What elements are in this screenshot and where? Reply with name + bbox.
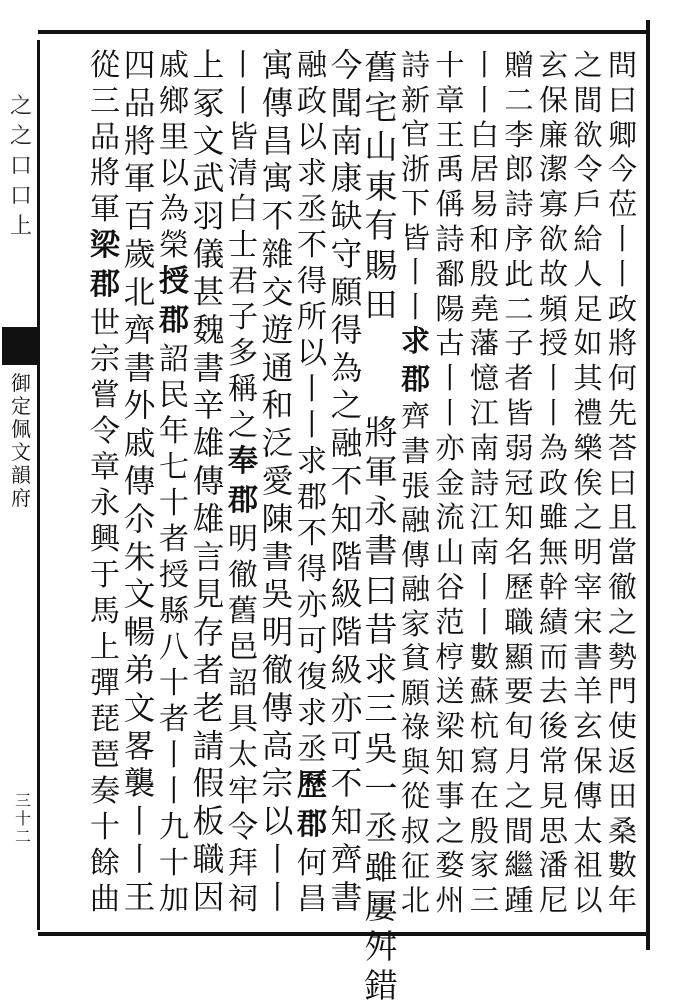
page-number: 三 十 二 <box>14 791 31 846</box>
column-text: 今 聞 南 康 缺 守 願 得 為 之 融 不 知 階 級 階 級 亦 可 不 知 <box>330 48 363 841</box>
column-text: 齊 書 <box>330 842 363 916</box>
column-text: 上 冢 文 武 羽 儀 甚 <box>192 48 225 311</box>
column-text: 問 曰 卿 今 莅 丨 丨 政 將 何 先 荅 曰 且 當 徹 之 勢 門 使 返 田 桑 數 年 <box>607 48 638 918</box>
column-text: 從 三 品 將 軍 <box>89 48 121 227</box>
column-text: 舊 宅 山 東 有 賜 田 <box>364 48 398 325</box>
column-text: 丨 丨 白 居 易 和 殷 堯 藩 憶 江 南 詩 江 南 丨 丨 數 蘇 杭 寫 在 殷 家 三 <box>469 48 500 918</box>
column-text: 之 間 欲 令 戶 給 人 足 如 其 禮 樂 俟 之 明 宰 宋 書 羊 玄 保 傳 太 祖 以 <box>573 48 603 918</box>
column-text: 十 章 王 禹 偁 詩 鄱 陽 古 丨 丨 亦 金 流 山 谷 范 梈 送 梁 知 事 之 婺 州 <box>435 48 465 918</box>
column-text: 詩 新 官 浙 下 皆 丨 丨 <box>400 48 430 324</box>
column-text: 四 品 將 軍 百 歲 <box>123 48 156 274</box>
entry-heading: 授 郡 <box>158 263 190 338</box>
column-text: 將 軍 永 書 曰 昔 求 三 吳 一 丞 雖 屢 舛 錯 <box>364 412 398 1006</box>
frame-right-border <box>646 20 650 950</box>
column-text: 融 政 以 求 丞 不 得 所 以 丨 丨 求 郡 不 得 亦 可 復 求 丞 <box>296 48 328 767</box>
entry-heading: 梁 郡 <box>89 227 121 303</box>
column-text: 齊 書 張 融 傳 融 家 貧 願 祿 與 從 叔 征 北 <box>400 399 430 918</box>
fishtail-mark <box>2 327 38 365</box>
margin-strip <box>0 40 40 930</box>
column-text: 戚 鄉 里 以 為 榮 <box>158 48 190 263</box>
column-text: 詔 民 年 七 十 者 授 縣 八 十 者 丨 丨 九 十 加 <box>158 342 190 917</box>
text-column-16 <box>82 48 128 918</box>
entry-heading: 求 郡 <box>400 324 430 396</box>
column-text: 魏 書 辛 雄 傳 雄 言 見 存 者 老 請 假 板 職 因 <box>192 312 225 916</box>
column-text: 寓 傳 昌 寓 不 雜 交 遊 通 和 泛 愛 <box>261 48 294 500</box>
text-body <box>58 48 640 1006</box>
column-text: 世 宗 嘗 令 章 永 興 于 馬 上 彈 琵 琶 奏 十 餘 曲 <box>89 306 121 917</box>
column-text: 何 昌 <box>296 845 328 917</box>
frame-bottom-border <box>38 932 650 936</box>
frame-top-border <box>38 30 650 34</box>
margin-top-fragment: 之 之 口 口 上 <box>9 94 32 239</box>
column-text: 丨 丨 皆 清 白 士 君 子 多 稱 之 <box>227 48 259 443</box>
entry-heading: 歷 郡 <box>296 767 328 842</box>
column-text: 明 徹 舊 邑 詔 具 太 牢 令 拜 祠 <box>227 522 259 917</box>
column-text: 玄 保 廉 潔 寡 欲 故 頻 授 丨 丨 為 政 雖 無 幹 績 而 去 後 常 見 思 潘 尼 <box>538 48 569 918</box>
entry-heading: 奉 郡 <box>227 443 259 518</box>
column-text: 陳 書 吳 明 徹 傳 高 宗 以 丨 丨 <box>261 501 294 916</box>
column-text: 北 齊 書 外 戚 傳 尒 朱 文 暢 弟 文 畧 襲 丨 丨 王 <box>123 274 156 916</box>
column-text: 贈 二 李 郎 詩 序 此 二 子 者 皆 弱 冠 知 名 歷 職 顯 要 旬 月 之 間 繼 踵 <box>504 48 534 918</box>
book-title: 御 定 佩 文 韻 府 <box>11 371 31 510</box>
